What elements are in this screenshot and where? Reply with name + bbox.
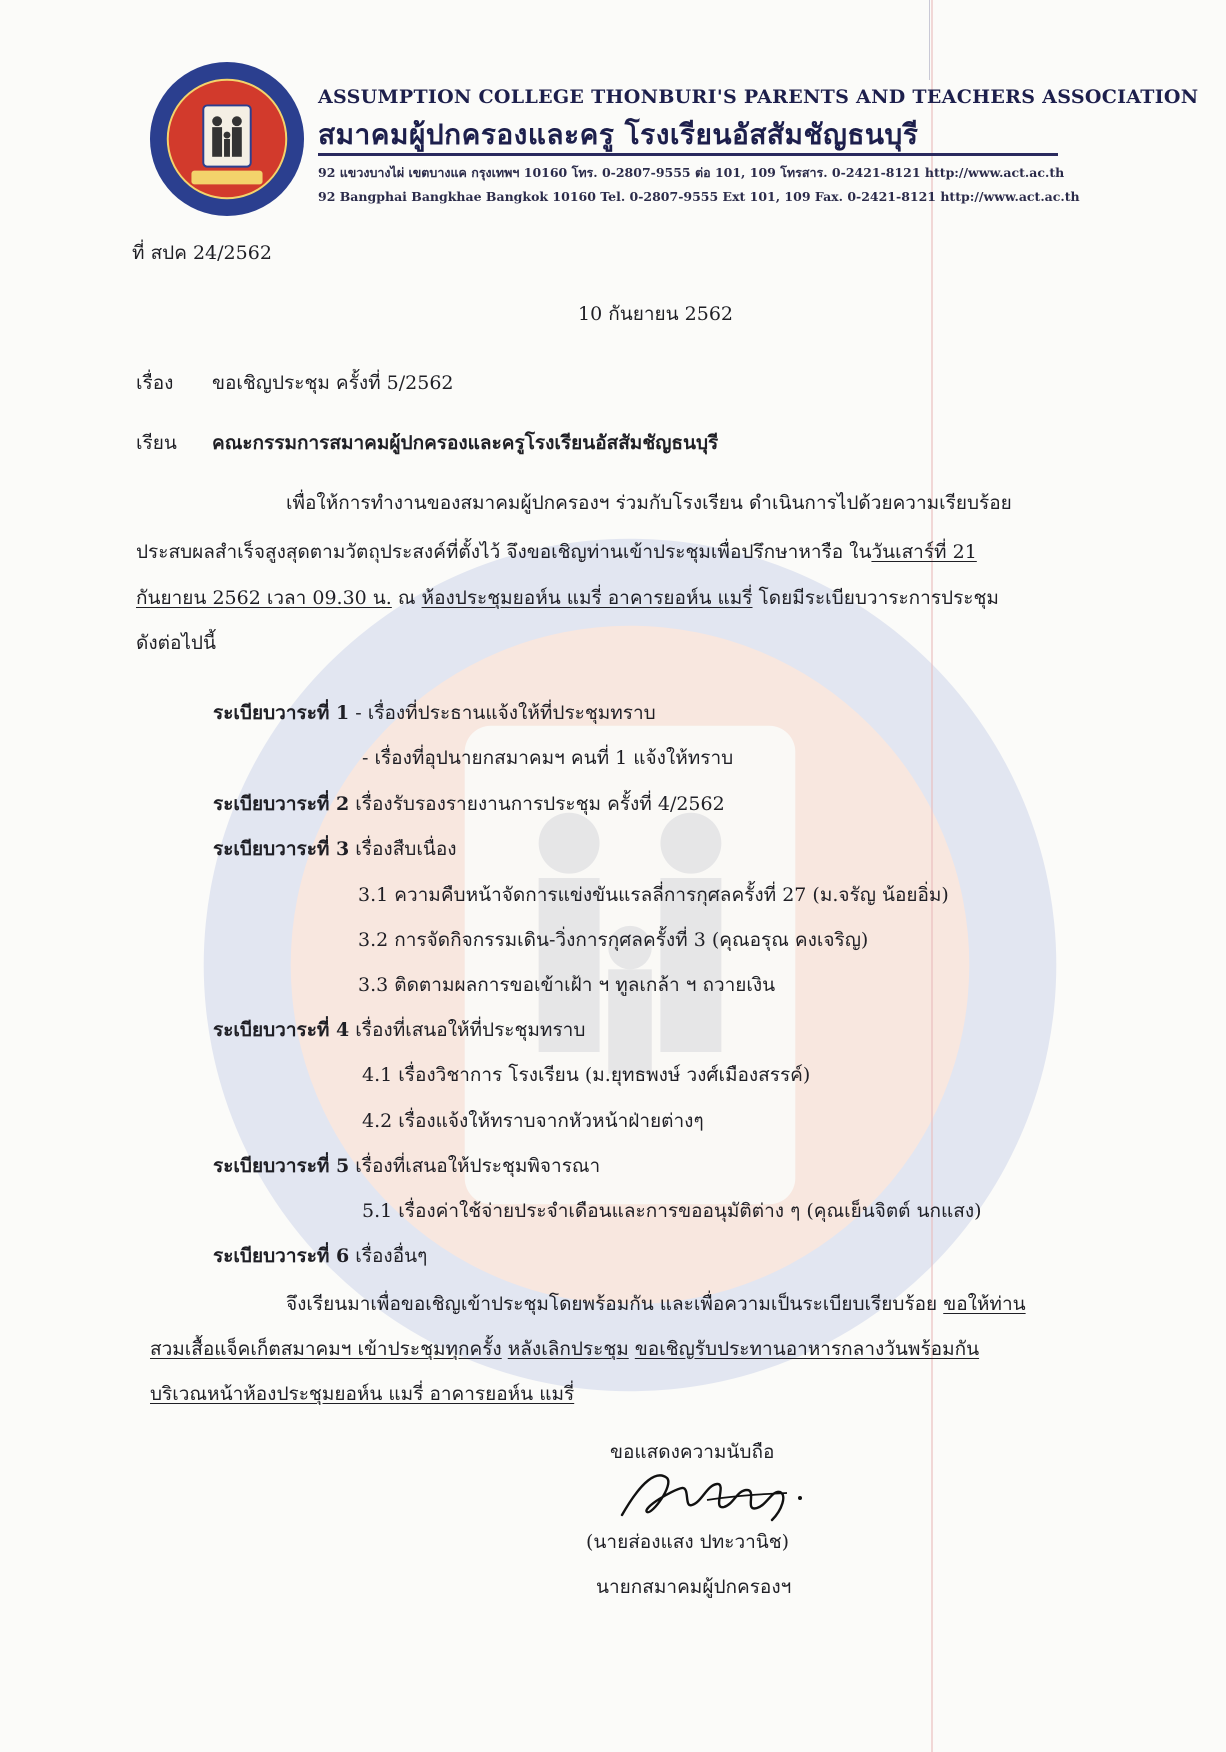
agenda-item-4 <box>213 1015 585 1045</box>
agenda-item-6 <box>213 1241 427 1271</box>
handwritten-signature <box>612 1460 812 1530</box>
intro-line-2 <box>136 537 977 567</box>
agenda-text: เรื่องที่เสนอให้ประชุมพิจารณา <box>349 1155 601 1177</box>
closing-line-2 <box>150 1334 979 1364</box>
agenda-item-5 <box>213 1151 600 1181</box>
intro-line-2-text: ประสบผลสำเร็จสูงสุดตามวัตถุประสงค์ที่ตั้งไว้ จึงขอเชิญท่านเข้าประชุมเพื่อปรึกษาหารือ ใน <box>136 541 872 563</box>
intro-line-3 <box>136 583 999 613</box>
agenda-item-4-2: 4.2 เรื่องแจ้งให้ทราบจากหัวหน้าฝ่ายต่างๆ <box>362 1110 704 1132</box>
agenda-item-1-sub: - เรื่องที่อุปนายกสมาคมฯ คนที่ 1 แจ้งให้ทราบ <box>362 747 734 769</box>
agenda-text: เรื่องรับรองรายงานการประชุม ครั้งที่ 4/2562 <box>349 793 725 815</box>
signer-title: นายกสมาคมผู้ปกครองฯ <box>596 1576 792 1598</box>
closing-line-1 <box>286 1289 1026 1319</box>
agenda-item-3 <box>213 834 457 864</box>
to-label: เรียน <box>136 432 177 454</box>
intro-line-3-text: โดยมีระเบียบวาระการประชุม <box>752 587 999 609</box>
reference-number: ที่ สปค 24/2562 <box>132 242 272 264</box>
agenda-text: เรื่องสืบเนื่อง <box>349 838 457 860</box>
agenda-item-1 <box>213 698 656 728</box>
letterhead-rule <box>318 153 1058 156</box>
org-name-thai: สมาคมผู้ปกครองและครู โรงเรียนอัสสัมชัญธนบุรี <box>318 118 919 151</box>
subject-label: เรื่อง <box>136 372 174 394</box>
agenda-text: เรื่องที่เสนอให้ที่ประชุมทราบ <box>349 1019 586 1041</box>
meeting-day: วันเสาร์ที่ 21 <box>871 541 977 563</box>
agenda-label: ระเบียบวาระที่ 5 <box>213 1155 350 1177</box>
intro-line-3-gap: ณ <box>391 587 422 609</box>
subject-text: ขอเชิญประชุม ครั้งที่ 5/2562 <box>212 372 454 394</box>
agenda-label: ระเบียบวาระที่ 6 <box>213 1245 350 1267</box>
address-thai: 92 แขวงบางไผ่ เขตบางแค กรุงเทพฯ 10160 โทร. 0-2807-9555 ต่อ 101, 109 โทรสาร. 0-2421-8121 http://www.act.ac.th <box>318 165 1065 180</box>
agenda-label: ระเบียบวาระที่ 4 <box>213 1019 350 1041</box>
agenda-item-2 <box>213 789 725 819</box>
signer-name: (นายส่องแสง ปทะวานิช) <box>586 1531 790 1553</box>
signoff: ขอแสดงความนับถือ <box>610 1441 775 1463</box>
closing-request: ขอให้ท่าน <box>943 1293 1026 1315</box>
agenda-item-4-1: 4.1 เรื่องวิชาการ โรงเรียน (ม.ยุทธพงษ์ วงศ์เมืองสรรค์) <box>362 1064 811 1086</box>
agenda-label: ระเบียบวาระที่ 1 <box>213 702 350 724</box>
jacket-request: สวมเสื้อแจ็คเก็ตสมาคมฯ เข้าประชุมทุกครั้ง <box>150 1338 502 1360</box>
address-english: 92 Bangphai Bangkhae Bangkok 10160 Tel. 0-2807-9555 Ext 101, 109 Fax. 0-2421-8121 http://www.act.ac.th <box>318 189 1080 204</box>
agenda-label: ระเบียบวาระที่ 3 <box>213 838 350 860</box>
intro-line-1: เพื่อให้การทำงานของสมาคมผู้ปกครองฯ ร่วมกับโรงเรียน ดำเนินการไปด้วยความเรียบร้อย <box>286 492 1012 514</box>
agenda-text: - เรื่องที่ประธานแจ้งให้ที่ประชุมทราบ <box>349 702 656 724</box>
agenda-item-3-3: 3.3 ติดตามผลการขอเข้าเฝ้า ฯ ทูลเกล้า ฯ ถวายเงิน <box>358 974 776 996</box>
agenda-label: ระเบียบวาระที่ 2 <box>213 793 350 815</box>
lunch-invitation: ขอเชิญรับประทานอาหารกลางวันพร้อมกัน <box>634 1338 980 1360</box>
agenda-text: เรื่องอื่นๆ <box>349 1245 428 1267</box>
meeting-date-time: กันยายน 2562 เวลา 09.30 น. <box>136 587 392 609</box>
letter-date: 10 กันยายน 2562 <box>578 303 734 325</box>
after-meeting: หลังเลิกประชุม <box>507 1338 629 1360</box>
closing-line-3: บริเวณหน้าห้องประชุมยอห์น แมรี่ อาคารยอห์น แมรี่ <box>150 1383 575 1405</box>
intro-line-4: ดังต่อไปนี้ <box>136 632 216 654</box>
agenda-item-3-2: 3.2 การจัดกิจกรรมเดิน-วิ่งการกุศลครั้งที่ 3 (คุณอรุณ คงเจริญ) <box>358 929 869 951</box>
scan-fold-line-top <box>929 0 930 80</box>
agenda-item-5-1: 5.1 เรื่องค่าใช้จ่ายประจำเดือนและการขออนุมัติต่าง ๆ (คุณเย็นจิตต์ นกแสง) <box>362 1200 982 1222</box>
meeting-venue: ห้องประชุมยอห์น แมรี่ อาคารยอห์น แมรี่ <box>421 587 753 609</box>
agenda-item-3-1: 3.1 ความคืบหน้าจัดการแข่งขันแรลลี่การกุศลครั้งที่ 27 (ม.จรัญ น้อยอิ่ม) <box>358 884 949 906</box>
closing-line-1-text: จึงเรียนมาเพื่อขอเชิญเข้าประชุมโดยพร้อมกัน และเพื่อความเป็นระเบียบเรียบร้อย <box>286 1293 944 1315</box>
scan-fold-line <box>931 0 933 1752</box>
association-seal-logo <box>148 60 306 218</box>
to-recipient: คณะกรรมการสมาคมผู้ปกครองและครูโรงเรียนอัสสัมชัญธนบุรี <box>212 432 719 454</box>
org-name-english: ASSUMPTION COLLEGE THONBURI'S PARENTS AND TEACHERS ASSOCIATION <box>318 86 1199 108</box>
